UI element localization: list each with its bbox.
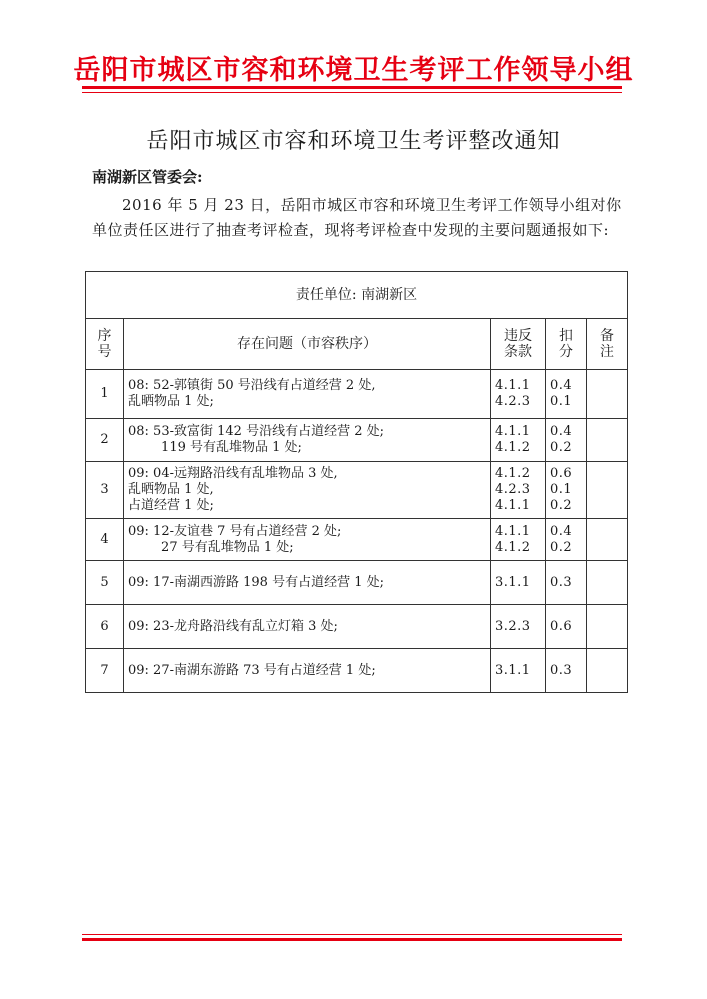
table-row <box>86 370 628 419</box>
table-row <box>86 561 628 605</box>
row-code: 3.1.1 <box>491 561 546 605</box>
table-row <box>86 519 628 561</box>
responsible-unit: 责任单位: 南湖新区 <box>86 272 628 319</box>
row-deduct: 0.6 0.1 0.2 <box>546 462 587 519</box>
header-rule-thin <box>82 92 622 93</box>
header-rule-thick <box>82 86 622 89</box>
row-note <box>587 519 628 561</box>
table-row <box>86 462 628 519</box>
row-note <box>587 605 628 649</box>
row-note <box>587 561 628 605</box>
header-seq: 序 号 <box>86 319 124 370</box>
row-deduct: 0.4 0.1 <box>546 370 587 419</box>
row-seq: 4 <box>86 519 124 561</box>
row-deduct: 0.4 0.2 <box>546 419 587 462</box>
row-seq: 6 <box>86 605 124 649</box>
row-deduct: 0.4 0.2 <box>546 519 587 561</box>
addressee: 南湖新区管委会: <box>92 168 203 186</box>
row-problem: 08: 52-郭镇街 50 号沿线有占道经营 2 处, 乱晒物品 1 处; <box>124 370 491 419</box>
footer-rule-thick <box>82 938 622 941</box>
notice-body: 2016 年 5 月 23 日，岳阳市城区市容和环境卫生考评工作领导小组对你单位责任区进行了抽查考评检查，现将考评检查中发现的主要问题通报如下: <box>92 196 622 239</box>
row-problem: 09: 12-友谊巷 7 号有占道经营 2 处; 27 号有乱堆物品 1 处; <box>124 519 491 561</box>
header-row <box>86 319 628 370</box>
problem-table <box>85 271 628 693</box>
header-problem: 存在问题（市容秩序） <box>124 319 491 370</box>
org-header: 岳阳市城区市容和环境卫生考评工作领导小组 <box>73 55 634 86</box>
row-code: 3.2.3 <box>491 605 546 649</box>
row-seq: 5 <box>86 561 124 605</box>
row-note <box>587 462 628 519</box>
row-seq: 2 <box>86 419 124 462</box>
row-seq: 3 <box>86 462 124 519</box>
row-problem: 09: 17-南湖西游路 198 号有占道经营 1 处; <box>124 561 491 605</box>
row-code: 3.1.1 <box>491 649 546 693</box>
unit-row <box>86 272 628 319</box>
notice-title: 岳阳市城区市容和环境卫生考评整改通知 <box>146 129 561 154</box>
table-row <box>86 649 628 693</box>
row-deduct: 0.3 <box>546 649 587 693</box>
row-problem: 09: 23-龙舟路沿线有乱立灯箱 3 处; <box>124 605 491 649</box>
table-row <box>86 419 628 462</box>
row-code: 4.1.1 4.1.2 <box>491 419 546 462</box>
row-deduct: 0.3 <box>546 561 587 605</box>
row-deduct: 0.6 <box>546 605 587 649</box>
row-code: 4.1.2 4.2.3 4.1.1 <box>491 462 546 519</box>
row-seq: 7 <box>86 649 124 693</box>
row-problem: 09: 27-南湖东游路 73 号有占道经营 1 处; <box>124 649 491 693</box>
row-note <box>587 419 628 462</box>
row-note <box>587 649 628 693</box>
footer-rule-thin <box>82 934 622 935</box>
row-problem: 09: 04-远翔路沿线有乱堆物品 3 处, 乱晒物品 1 处, 占道经营 1 处; <box>124 462 491 519</box>
header-deduct: 扣 分 <box>546 319 587 370</box>
row-problem: 08: 53-致富街 142 号沿线有占道经营 2 处; 119 号有乱堆物品 1 处; <box>124 419 491 462</box>
table-row <box>86 605 628 649</box>
row-code: 4.1.1 4.1.2 <box>491 519 546 561</box>
row-code: 4.1.1 4.2.3 <box>491 370 546 419</box>
row-seq: 1 <box>86 370 124 419</box>
header-note: 备 注 <box>587 319 628 370</box>
row-note <box>587 370 628 419</box>
header-code: 违反 条款 <box>491 319 546 370</box>
